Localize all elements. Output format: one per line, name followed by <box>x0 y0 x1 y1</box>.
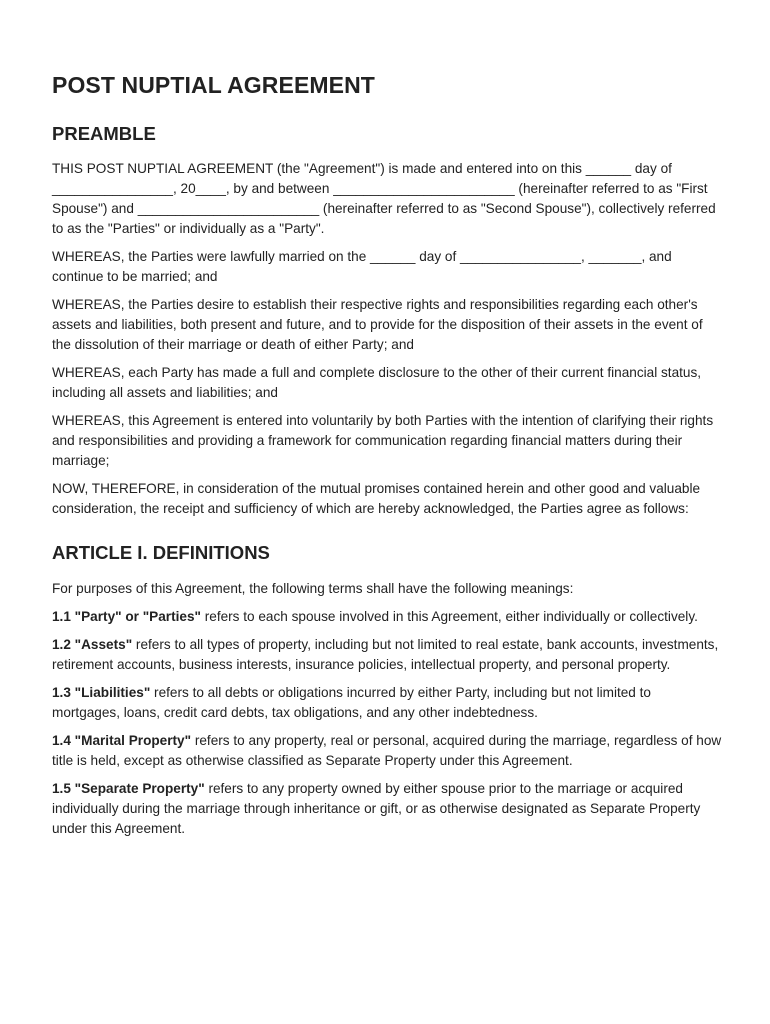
definition-text: refers to all types of property, including but not limited to real estate, bank accounts, investments, retirement accounts, business interests, insurance policies, intellectual property, and personal property. <box>52 637 719 672</box>
definition-1-3 <box>52 683 722 723</box>
preamble-paragraph: WHEREAS, this Agreement is entered into voluntarily by both Parties with the intention of clarifying their rights and responsibilities and providing a framework for communication regarding financial matters during their marriage; <box>52 413 714 468</box>
preamble-heading: PREAMBLE <box>52 123 156 144</box>
preamble-paragraph: WHEREAS, the Parties were lawfully married on the ______ day of ________________, _______, and continue to be married; and <box>52 249 672 284</box>
preamble-paragraph: NOW, THEREFORE, in consideration of the mutual promises contained herein and other good and valuable consideration, the receipt and sufficiency of which are hereby acknowledged, the Parties agree as follows: <box>52 481 701 516</box>
document-page <box>52 70 722 847</box>
definition-text: refers to any property owned by either spouse prior to the marriage or acquired individually during the marriage through inheritance or gift, or as otherwise designated as Separate Property under this Agreement. <box>52 781 701 836</box>
definition-text: refers to each spouse involved in this Agreement, either individually or collectively. <box>200 609 698 624</box>
preamble-paragraph: WHEREAS, each Party has made a full and complete disclosure to the other of their current financial status, including all assets and liabilities; and <box>52 365 702 400</box>
definition-1-5 <box>52 779 722 839</box>
definition-1-2 <box>52 635 722 675</box>
definition-1-4 <box>52 731 722 771</box>
definition-term: 1.4 "Marital Property" <box>52 733 192 748</box>
definition-term: 1.3 "Liabilities" <box>52 685 151 700</box>
preamble-paragraph: THIS POST NUPTIAL AGREEMENT (the "Agreement") is made and entered into on this ______ day of ________________, 20____, by and between ________________________ (hereinafter referred to as "First Spouse") and ________________________ (hereinafter referred to as "Second Spouse"), collectively referred to as the "Parties" or individually as a "Party". <box>52 161 716 236</box>
document-title: POST NUPTIAL AGREEMENT <box>52 72 375 98</box>
definition-term: 1.1 "Party" or "Parties" <box>52 609 201 624</box>
definition-1-1 <box>52 607 722 627</box>
preamble-paragraph: WHEREAS, the Parties desire to establish their respective rights and responsibilities regarding each other's assets and liabilities, both present and future, and to provide for the disposition of their assets in the event of the dissolution of their marriage or death of either Party; and <box>52 297 703 352</box>
article-1-heading: ARTICLE I. DEFINITIONS <box>52 542 270 563</box>
definition-text: refers to all debts or obligations incurred by either Party, including but not limited to mortgages, loans, credit card debts, tax obligations, and any other indebtedness. <box>52 685 651 720</box>
definition-term: 1.2 "Assets" <box>52 637 133 652</box>
definition-term: 1.5 "Separate Property" <box>52 781 205 796</box>
article-1-intro: For purposes of this Agreement, the following terms shall have the following meanings: <box>52 581 574 596</box>
definition-text: refers to any property, real or personal, acquired during the marriage, regardless of how title is held, except as otherwise classified as Separate Property under this Agreement. <box>52 733 722 768</box>
